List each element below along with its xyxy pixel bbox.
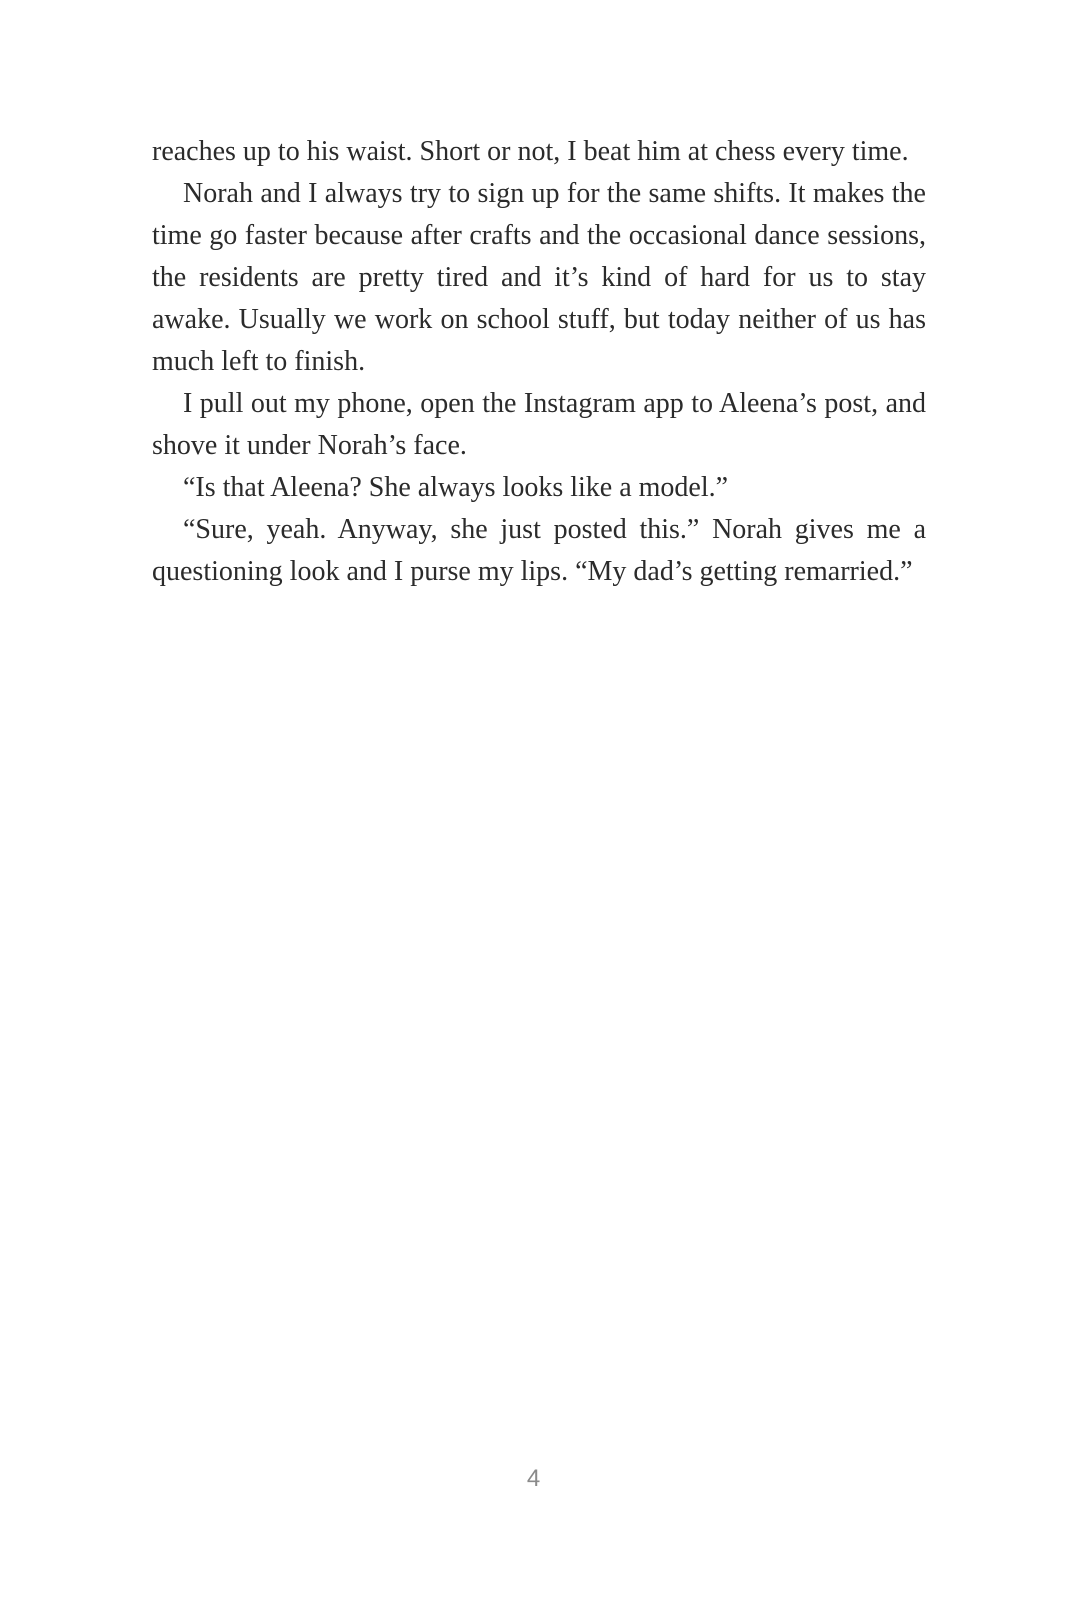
paragraph-continued: reaches up to his waist. Short or not, I beat him at chess every time. bbox=[152, 136, 909, 167]
page-number: 4 bbox=[526, 1465, 541, 1492]
paragraph-dialogue: “Is that Aleena? She always looks like a model.” bbox=[183, 472, 729, 503]
paragraph: I pull out my phone, open the Instagram app to Aleena’s post, and shove it under Norah’s face. bbox=[152, 388, 926, 461]
body-text bbox=[152, 131, 926, 593]
paragraph-dialogue: “Sure, yeah. Anyway, she just posted this.” Norah gives me a questioning look and I purse my lips. “My dad’s getting remarried.” bbox=[152, 514, 926, 587]
paragraph: Norah and I always try to sign up for the same shifts. It makes the time go faster because after crafts and the occasional dance sessions, the residents are pretty tired and it’s kind of hard for us to stay awake. Usually we work on school stuff, but today neither of us has much left to finish. bbox=[152, 178, 926, 377]
